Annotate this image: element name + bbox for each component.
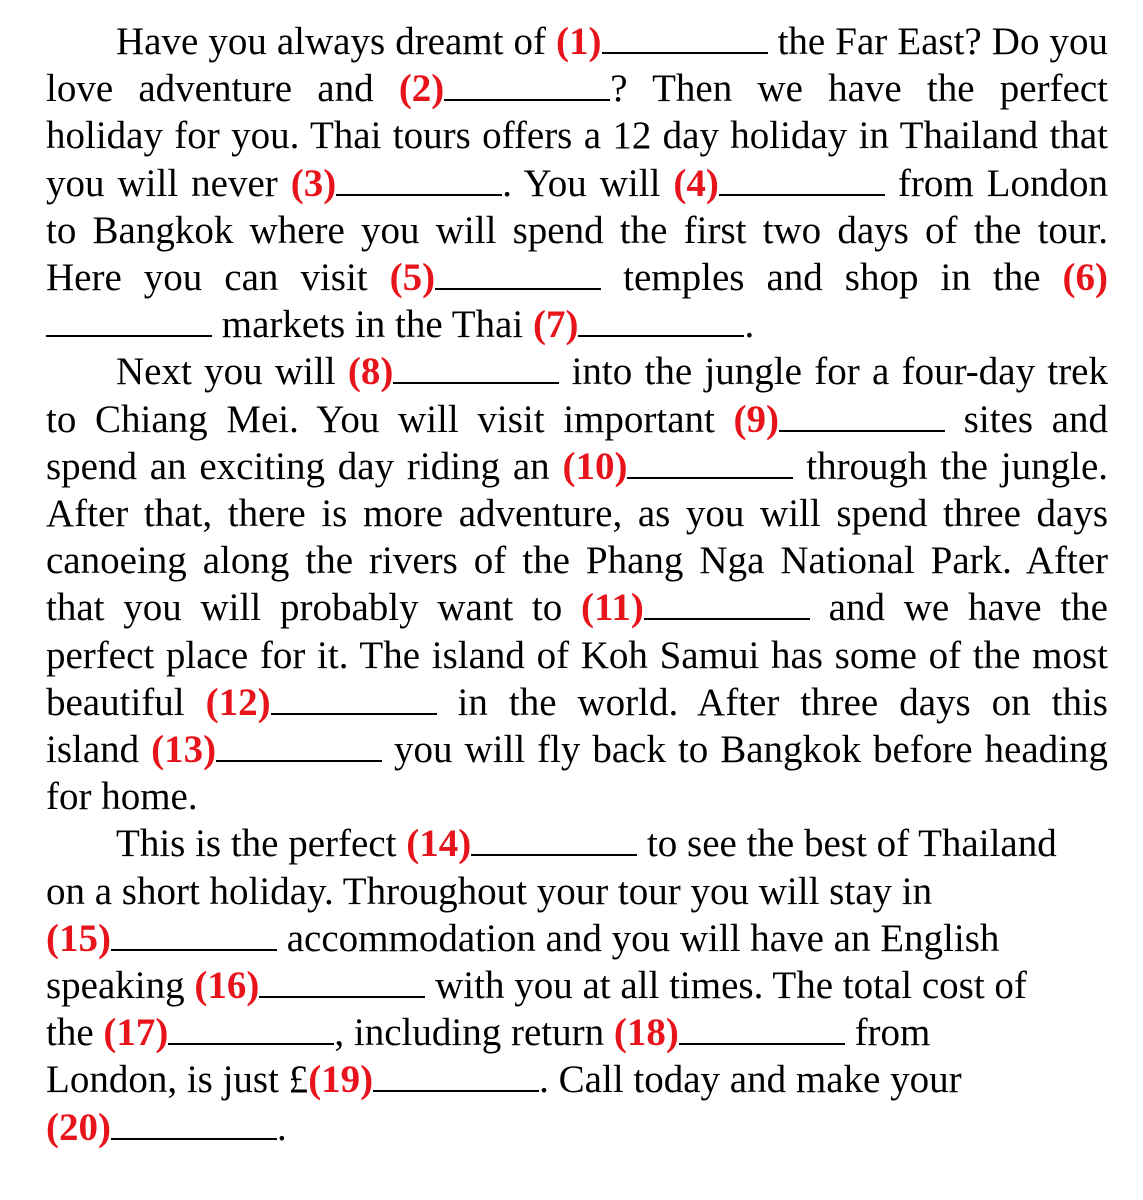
text-run: . (744, 303, 755, 347)
gap-number: (8) (347, 350, 394, 394)
answer-blank[interactable] (644, 617, 810, 620)
text-run: speaking (46, 964, 195, 1008)
gap-number: (7) (532, 303, 579, 347)
answer-blank[interactable] (679, 1042, 845, 1045)
text-run: , including return (334, 1011, 614, 1055)
gap-12[interactable] (206, 681, 437, 724)
text-run: you will fly back to Bangkok before heading for home. (46, 728, 1108, 819)
gap-2[interactable] (399, 67, 610, 110)
gap-number: (16) (194, 964, 260, 1008)
gap-13[interactable] (151, 728, 382, 771)
gap-18[interactable] (614, 1011, 845, 1054)
text-run: . You will (502, 161, 674, 205)
answer-blank[interactable] (46, 334, 212, 337)
gap-17[interactable] (103, 1011, 334, 1054)
text-run: in the world. After three days on this island (46, 680, 1108, 772)
gap-number: (9) (733, 397, 780, 441)
text-run: accommodation and you will have an English (276, 916, 1000, 960)
gap-number: (14) (406, 822, 472, 866)
paragraph-2 (46, 348, 1108, 820)
answer-blank[interactable] (602, 51, 768, 54)
text-run: with you at all times. The total cost of (425, 964, 1027, 1008)
answer-blank[interactable] (373, 1089, 539, 1092)
text-run: This is the perfect (116, 822, 407, 866)
answer-blank[interactable] (444, 98, 610, 101)
answer-blank[interactable] (578, 334, 744, 337)
text-run: Have you always dreamt of (116, 20, 557, 63)
text-run: on a short holiday. Throughout your tour you will stay in (46, 869, 933, 913)
gap-number: (10) (562, 444, 628, 488)
text-run: London, is just £ (46, 1058, 309, 1102)
answer-blank[interactable] (111, 948, 277, 951)
gap-4[interactable] (673, 162, 884, 205)
answer-blank[interactable] (111, 1137, 277, 1140)
answer-blank[interactable] (627, 476, 793, 479)
gap-number: (4) (673, 161, 719, 205)
gap-number: (5) (389, 256, 436, 300)
text-run: the (46, 1011, 104, 1055)
answer-blank[interactable] (336, 193, 502, 196)
text-run: Next you will (116, 350, 348, 394)
gap-number: (2) (398, 67, 445, 111)
text-run: markets in the Thai (212, 303, 533, 347)
gap-7[interactable] (533, 303, 744, 346)
text-run: . (276, 1105, 287, 1149)
text-run: to see the best of Thailand (637, 822, 1057, 866)
gap-number: (20) (46, 1105, 111, 1149)
paragraph-3 (46, 820, 1108, 1150)
gap-10[interactable] (562, 445, 793, 488)
gap-number: (1) (556, 20, 602, 63)
gap-20[interactable] (46, 1106, 277, 1149)
gap-number: (13) (151, 728, 217, 772)
gap-number: (12) (205, 680, 271, 724)
answer-blank[interactable] (168, 1042, 334, 1045)
answer-blank[interactable] (393, 381, 559, 384)
text-run: through the jungle. After that, there is more adventure, as you will spend three days canoeing along the rivers of the Phang Nga National Park. After that you will probably want to (46, 444, 1109, 630)
text-run: the Far East? Do you love adventure and (46, 20, 1108, 111)
answer-blank[interactable] (259, 995, 425, 998)
text-run: ? Then we have the perfect holiday for you. Thai tours offers a 12 day holiday in Thailand that you will never (46, 67, 1109, 205)
gap-number: (11) (581, 586, 644, 630)
paragraph-1 (46, 18, 1108, 348)
gap-14[interactable] (406, 822, 637, 865)
text-run: sites and spend an exciting day riding an (46, 397, 1108, 488)
document-body (46, 18, 1108, 1151)
gap-number: (15) (46, 916, 111, 960)
gap-5[interactable] (390, 256, 601, 299)
gap-number: (6) (1062, 256, 1109, 300)
gap-number: (17) (103, 1011, 169, 1055)
gap-1[interactable] (556, 20, 767, 63)
text-run: from (844, 1011, 931, 1055)
answer-blank[interactable] (471, 853, 637, 856)
text-run: and we have the perfect place for it. The island of Koh Samui has some of the most beautiful (46, 586, 1108, 724)
gap-9[interactable] (734, 398, 945, 441)
answer-blank[interactable] (719, 193, 885, 196)
gap-3[interactable] (291, 162, 502, 205)
text-run: temples and shop in the (601, 256, 1063, 300)
answer-blank[interactable] (435, 287, 601, 290)
text-run: from London to Bangkok where you will spend the first two days of the tour. Here you can visit (46, 161, 1108, 300)
gap-15[interactable] (46, 917, 277, 960)
answer-blank[interactable] (271, 712, 437, 715)
gap-number: (19) (308, 1058, 374, 1102)
gap-number: (3) (290, 161, 337, 205)
gap-16[interactable] (194, 964, 425, 1007)
gap-11[interactable] (581, 586, 810, 629)
gap-number: (18) (613, 1011, 679, 1055)
answer-blank[interactable] (779, 429, 945, 432)
text-run: . Call today and make your (539, 1058, 962, 1102)
answer-blank[interactable] (216, 759, 382, 762)
gap-19[interactable] (308, 1058, 539, 1101)
gap-8[interactable] (348, 350, 559, 393)
text-run: into the jungle for a four-day trek to Chiang Mei. You will visit important (46, 350, 1108, 441)
